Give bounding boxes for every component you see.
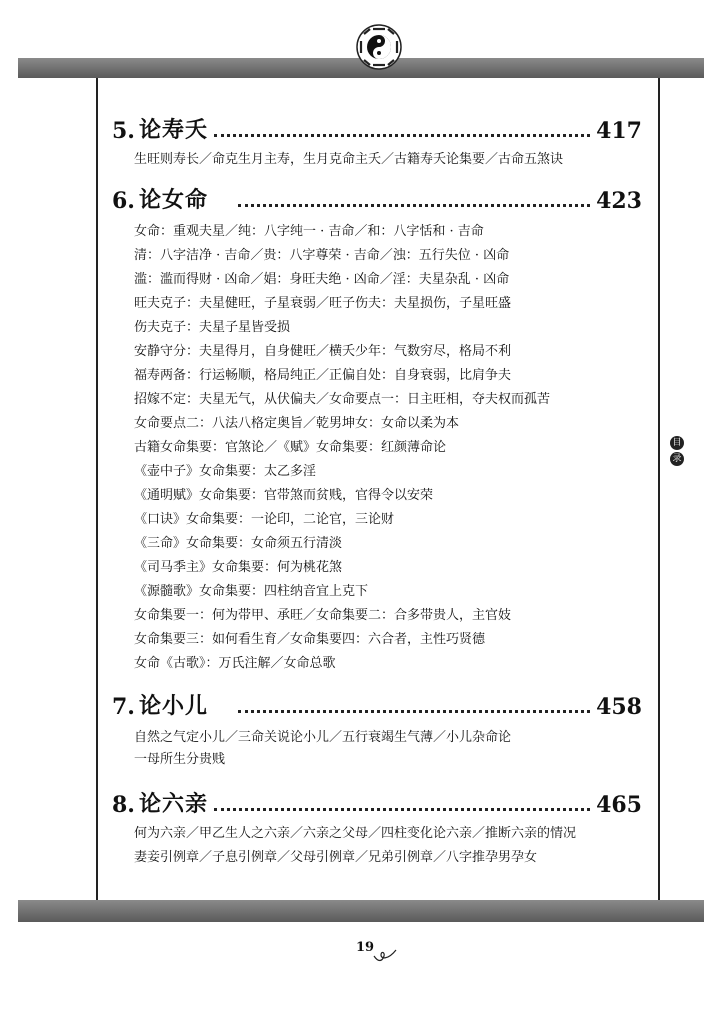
- toc-line: 安静守分：夫星得月，自身健旺／横夭少年：气数穷尽，格局不利: [134, 344, 512, 359]
- leader-dots: [214, 134, 590, 137]
- toc-line: 清：八字洁净 · 吉命／贵：八字尊荣 · 吉命／浊：五行失位 · 凶命: [134, 248, 510, 263]
- toc-line: 女命《古歌》：万氏注解／女命总歌: [134, 656, 336, 671]
- toc-line: 《口诀》女命集要：一论印，二论官，三论财: [134, 512, 395, 527]
- toc-line: 女命：重观夫星／纯：八字纯一 · 吉命／和：八字恬和 · 吉命: [134, 224, 484, 239]
- section-title: 论寿夭: [138, 117, 208, 143]
- yin-yang-bagua-icon: [356, 24, 402, 70]
- leader-dots: [238, 710, 590, 713]
- toc-line: 妻妾引例章／子息引例章／父母引例章／兄弟引例章／八字推孕男孕女: [134, 850, 538, 865]
- footer-bar: [18, 900, 704, 922]
- toc-line: 招嫁不定：夫星无气，从伏偏夫／女命要点一：日主旺相，夺夫权而孤苦: [134, 392, 551, 407]
- toc-line: 《司马季主》女命集要：何为桃花煞: [134, 560, 343, 575]
- leader-dots: [214, 808, 590, 811]
- section-heading: [112, 108, 642, 144]
- toc-line: 《通明赋》女命集要：官带煞而贫贱，官得令以安荣: [134, 488, 434, 503]
- toc-line: 古籍女命集要：官煞论／《赋》女命集要：红颜薄命论: [134, 440, 447, 455]
- section-title: 论女命: [138, 187, 208, 213]
- toc-line: 《源髓歌》女命集要：四柱纳音宜上克下: [134, 584, 369, 599]
- section-heading: [112, 178, 642, 214]
- section-page: 417: [596, 118, 642, 144]
- section-heading: [112, 782, 642, 818]
- toc-line: 女命集要一：何为带甲、承旺／女命集要二：合多带贵人，主官妓: [134, 608, 512, 623]
- section-title: 论小儿: [138, 693, 208, 719]
- chapter-side-tab: [670, 436, 686, 468]
- section-page: 465: [596, 792, 642, 818]
- section-number: 7.: [112, 694, 135, 720]
- section-number: 5.: [112, 118, 135, 144]
- leader-dots: [238, 204, 590, 207]
- side-tab-char: 录: [670, 452, 684, 466]
- side-tab-char: 目: [670, 436, 684, 450]
- toc-line: 女命要点二：八法八格定奥旨／乾男坤女：女命以柔为本: [134, 416, 460, 431]
- section-title: 论六亲: [138, 791, 208, 817]
- toc-line: 旺夫克子：夫星健旺，子星衰弱／旺子伤夫：夫星损伤，子星旺盛: [134, 296, 512, 311]
- toc-line: 何为六亲／甲乙生人之六亲／六亲之父母／四柱变化论六亲／推断六亲的情况: [134, 826, 577, 841]
- toc-line: 伤夫克子：夫星子星皆受损: [134, 320, 291, 335]
- section-page: 423: [596, 188, 642, 214]
- flourish-icon: [372, 946, 398, 964]
- toc-line: 生旺则寿长／命克生月主寿，生月克命主夭／古籍寿夭论集要／古命五煞诀: [134, 152, 564, 167]
- toc-line: 一母所生分贵贱: [134, 752, 226, 767]
- section-page: 458: [596, 694, 642, 720]
- toc-line: 女命集要三：如何看生育／女命集要四：六合者，主性巧贤德: [134, 632, 486, 647]
- toc-line: 《三命》女命集要：女命须五行清淡: [134, 536, 343, 551]
- section-number: 8.: [112, 792, 135, 818]
- toc-line: 福寿两备：行运畅顺，格局纯正／正偏自处：自身衰弱，比肩争夫: [134, 368, 512, 383]
- section-number: 6.: [112, 188, 135, 214]
- toc-line: 自然之气定小儿／三命关说论小儿／五行衰竭生气薄／小儿杂命论: [134, 730, 512, 745]
- toc-line: 滥：滥而得财 · 凶命／娼：身旺夫绝 · 凶命／淫：夫星杂乱 · 凶命: [134, 272, 510, 287]
- page-number: 19: [356, 940, 375, 955]
- section-heading: [112, 684, 642, 720]
- toc-line: 《壶中子》女命集要：太乙多淫: [134, 464, 317, 479]
